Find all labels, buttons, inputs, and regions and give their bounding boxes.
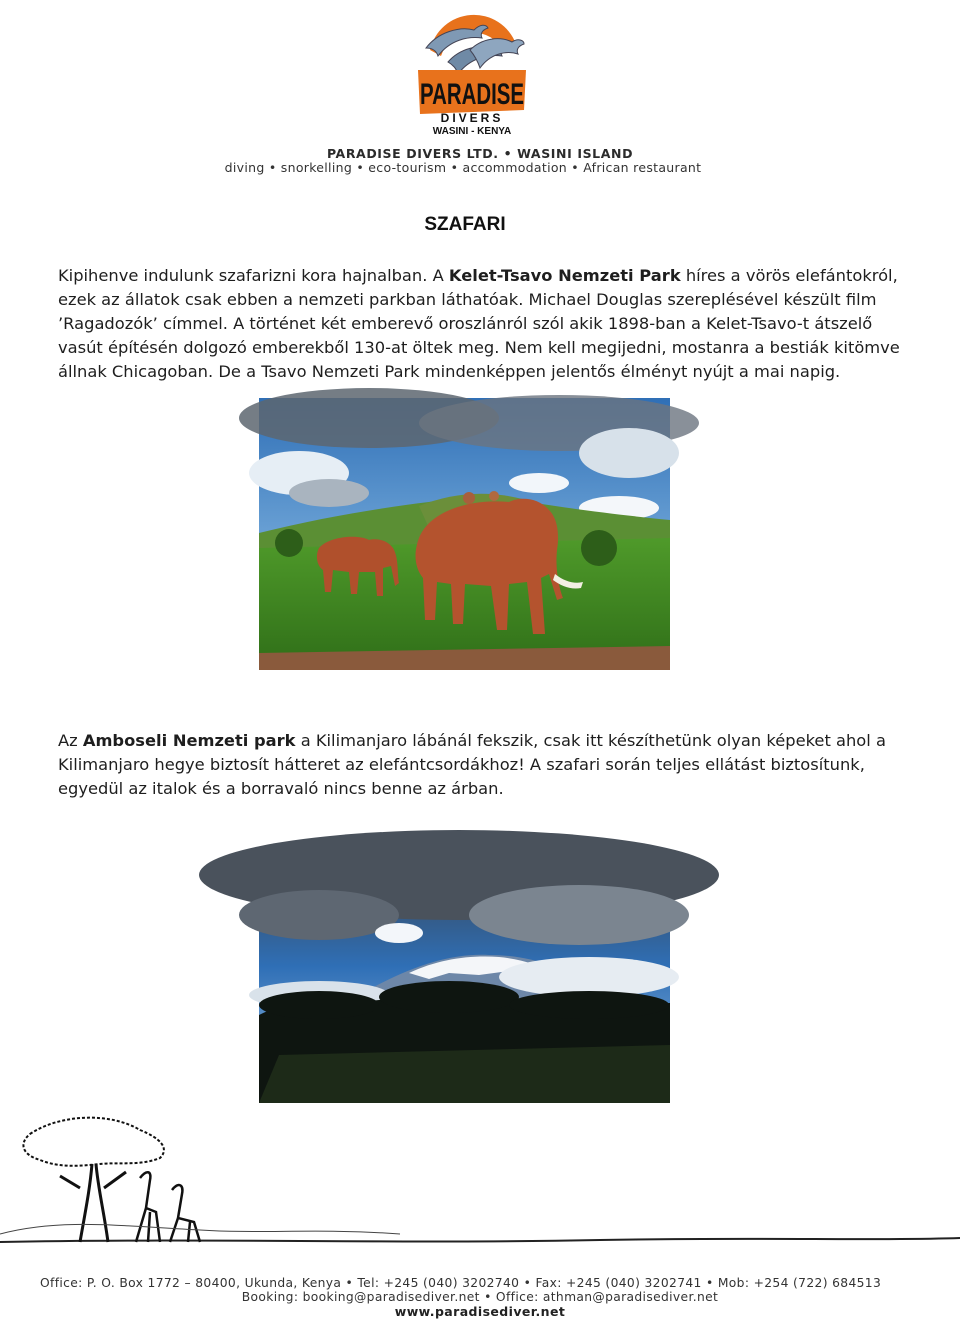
dolphins-logo-icon	[408, 10, 538, 140]
elephants-image-icon	[259, 398, 670, 670]
paragraph-line	[58, 264, 900, 288]
text-run: Kipihenve indulunk szafarizni kora hajnalban. A	[58, 266, 449, 285]
page-title: SZAFARI	[424, 214, 506, 235]
paragraph-line	[58, 729, 886, 753]
footer-booking-line: Booking: booking@paradisediver.net • Office: athman@paradisediver.net	[241, 1290, 719, 1304]
amboseli-paragraph	[58, 729, 886, 801]
acacia-giraffes-icon	[0, 1108, 960, 1248]
bold-park-name: Kelet-Tsavo Nemzeti Park	[448, 266, 681, 285]
paradise-divers-logo	[408, 10, 538, 140]
paragraph-line: vasút építésén dolgozó emberekből 130-at öltek meg. Nem kell megijedni, mostanra a bestiák kitömve	[58, 338, 900, 357]
footer-website-link[interactable]: www.paradisediver.net	[394, 1304, 566, 1319]
logo-brand: PARADISE	[420, 78, 524, 111]
services-line: diving • snorkelling • eco-tourism • accommodation • African restaurant	[224, 160, 702, 175]
paragraph-line: ’Ragadozók’ címmel. A történet két emberevő oroszlánról szól akik 1898-ban a Kelet-Tsavo-t átszelő	[58, 314, 873, 333]
paragraph-line: Kilimanjaro hegye biztosít hátteret az elefántcsordákhoz! A szafari során teljes ellátást biztosítunk,	[58, 755, 865, 774]
kilimanjaro-image-icon	[259, 855, 670, 1103]
paragraph-line: állnak Chicagoban. De a Tsavo Nemzeti Park mindenképpen jelentős élményt nyújt a mai napig.	[58, 362, 841, 381]
kilimanjaro-photo	[259, 855, 670, 1103]
paragraph-line: egyedül az italok és a borravaló nincs benne az árban.	[58, 779, 504, 798]
company-line: PARADISE DIVERS LTD. • WASINI ISLAND	[326, 146, 634, 161]
paragraph-line: ezek az állatok csak ebben a nemzeti parkban láthatóak. Michael Douglas szereplésével készült film	[58, 290, 877, 309]
tsavo-paragraph	[58, 264, 900, 384]
red-elephants-photo	[259, 398, 670, 670]
logo-location: WASINI - KENYA	[432, 126, 512, 137]
text-run: a Kilimanjaro lábánál fekszik, csak itt készíthetünk olyan képeket ahol a	[295, 731, 886, 750]
bold-park-name: Amboseli Nemzeti park	[82, 731, 296, 750]
footer-illustration	[0, 1108, 960, 1248]
footer-office-line: Office: P. O. Box 1772 – 80400, Ukunda, Kenya • Tel: +245 (040) 3202740 • Fax: +245 (040) 3202741 • Mob: +254 (722) 684513	[40, 1276, 882, 1290]
text-run: Az	[58, 731, 83, 750]
logo-sub: DIVERS	[440, 111, 504, 125]
text-run: híres a vörös elefántokról,	[680, 266, 898, 285]
